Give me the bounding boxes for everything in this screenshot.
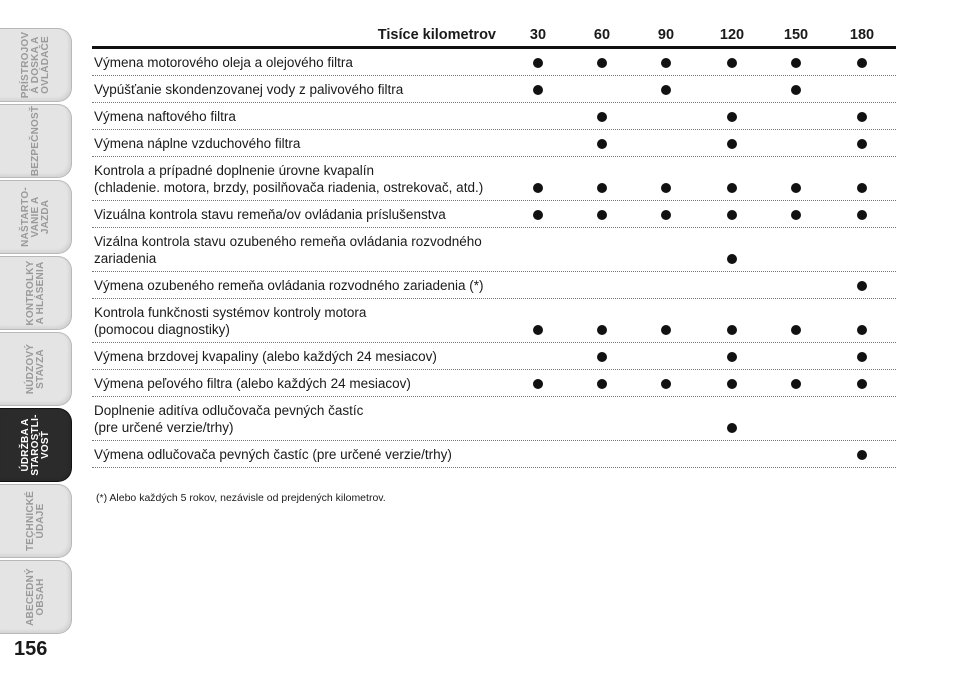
km-column-header: 150 [783, 27, 809, 43]
service-mark-dot [533, 58, 543, 68]
service-mark-dot [727, 183, 737, 193]
km-column-header: 90 [657, 27, 675, 43]
service-mark-dot [857, 58, 867, 68]
service-mark-dot [857, 379, 867, 389]
table-row [92, 272, 896, 299]
table-row [92, 299, 896, 343]
service-mark-dot [533, 210, 543, 220]
row-label: Vypúšťanie skondenzovanej vody z palivového filtra [94, 82, 404, 97]
service-mark-dot [533, 325, 543, 335]
service-mark-dot [661, 379, 671, 389]
service-mark-dot [661, 85, 671, 95]
page-number: 156 [14, 638, 48, 660]
km-column-header: 60 [593, 27, 611, 43]
side-tab-7[interactable] [0, 484, 72, 558]
side-tab-3[interactable] [0, 180, 72, 254]
service-mark-dot [661, 210, 671, 220]
table-row [92, 441, 896, 468]
service-mark-dot [661, 58, 671, 68]
service-mark-dot [791, 379, 801, 389]
km-column-header: 120 [719, 27, 745, 43]
side-tab-label: NÚDZOVÝ STAVZA [24, 343, 46, 395]
service-mark-dot [597, 379, 607, 389]
row-label: Výmena náplne vzduchového filtra [94, 136, 301, 151]
service-mark-dot [533, 183, 543, 193]
table-row [92, 157, 896, 201]
side-tab-label: NAŠTARTO- VANIE A JAZDA [19, 187, 51, 247]
service-mark-dot [791, 85, 801, 95]
service-mark-dot [727, 325, 737, 335]
service-mark-dot [727, 423, 737, 433]
table-row [92, 130, 896, 157]
maintenance-schedule-table [92, 24, 896, 468]
side-tab-label: KONTROLKY A HLÁSENIA [24, 260, 46, 326]
service-mark-dot [727, 112, 737, 122]
service-mark-dot [857, 325, 867, 335]
side-tab-label: BEZPEČNOSŤ [29, 105, 41, 177]
table-row [92, 103, 896, 130]
service-mark-dot [597, 352, 607, 362]
side-tab-label: ÚDRŽBA A STAROSTLI- VOSŤ [19, 414, 51, 476]
service-mark-dot [727, 379, 737, 389]
service-mark-dot [727, 139, 737, 149]
row-label: Výmena motorového oleja a olejového filtra [94, 55, 353, 70]
row-label: Výmena ozubeného remeňa ovládania rozvodného zariadenia (*) [94, 278, 484, 293]
km-column-header: 30 [529, 27, 547, 43]
table-row [92, 397, 896, 441]
service-mark-dot [857, 281, 867, 291]
table-row [92, 343, 896, 370]
service-mark-dot [791, 183, 801, 193]
side-tab-4[interactable] [0, 256, 72, 330]
side-tab-6[interactable] [0, 408, 72, 482]
service-mark-dot [597, 58, 607, 68]
service-mark-dot [791, 210, 801, 220]
table-row [92, 76, 896, 103]
row-label: Doplnenie aditíva odlučovača pevných častíc (pre určené verzie/trhy) [94, 403, 364, 435]
table-row [92, 49, 896, 76]
service-mark-dot [791, 325, 801, 335]
service-mark-dot [857, 112, 867, 122]
service-mark-dot [533, 379, 543, 389]
service-mark-dot [791, 58, 801, 68]
side-tab-label: PRÍSTROJOV Á DOSKA A OVLÁDAČE [19, 31, 51, 99]
service-mark-dot [727, 58, 737, 68]
service-mark-dot [727, 254, 737, 264]
footnote: (*) Alebo každých 5 rokov, nezávisle od prejdených kilometrov. [96, 492, 386, 504]
service-mark-dot [727, 352, 737, 362]
service-mark-dot [597, 210, 607, 220]
row-label: Vizálna kontrola stavu ozubeného remeňa ovládania rozvodného zariadenia [94, 234, 482, 266]
side-tab-8[interactable] [0, 560, 72, 634]
service-mark-dot [597, 112, 607, 122]
row-label: Výmena naftového filtra [94, 109, 236, 124]
table-row [92, 370, 896, 397]
side-tab-label: ABECEDNÝ OBSAH [24, 568, 46, 626]
service-mark-dot [597, 325, 607, 335]
row-label: Výmena odlučovača pevných častíc (pre určené verzie/trhy) [94, 447, 452, 462]
service-mark-dot [857, 210, 867, 220]
service-mark-dot [857, 352, 867, 362]
service-mark-dot [857, 139, 867, 149]
row-label: Výmena brzdovej kvapaliny (alebo každých 24 mesiacov) [94, 349, 437, 364]
row-label: Kontrola a prípadné doplnenie úrovne kvapalín (chladenie. motora, brzdy, posilňovača riadenia, ostrekovač, atd.) [94, 163, 484, 195]
km-column-header: 180 [849, 27, 875, 43]
service-mark-dot [597, 183, 607, 193]
service-mark-dot [661, 183, 671, 193]
side-tab-1[interactable] [0, 28, 72, 102]
header-title: Tisíce kilometrov [377, 27, 496, 43]
row-label: Výmena peľového filtra (alebo každých 24 mesiacov) [94, 376, 411, 391]
side-tab-5[interactable] [0, 332, 72, 406]
service-mark-dot [661, 325, 671, 335]
service-mark-dot [727, 210, 737, 220]
service-mark-dot [857, 450, 867, 460]
row-label: Kontrola funkčnosti systémov kontroly motora (pomocou diagnostiky) [94, 305, 367, 337]
table-row [92, 201, 896, 228]
table-row [92, 228, 896, 272]
row-label: Vizuálna kontrola stavu remeňa/ov ovládania príslušenstva [94, 207, 446, 222]
table-header-row [92, 24, 896, 49]
service-mark-dot [857, 183, 867, 193]
service-mark-dot [533, 85, 543, 95]
side-tab-label: TECHNICKÉ ÚDAJE [24, 490, 46, 552]
service-mark-dot [597, 139, 607, 149]
side-tab-2[interactable] [0, 104, 72, 178]
